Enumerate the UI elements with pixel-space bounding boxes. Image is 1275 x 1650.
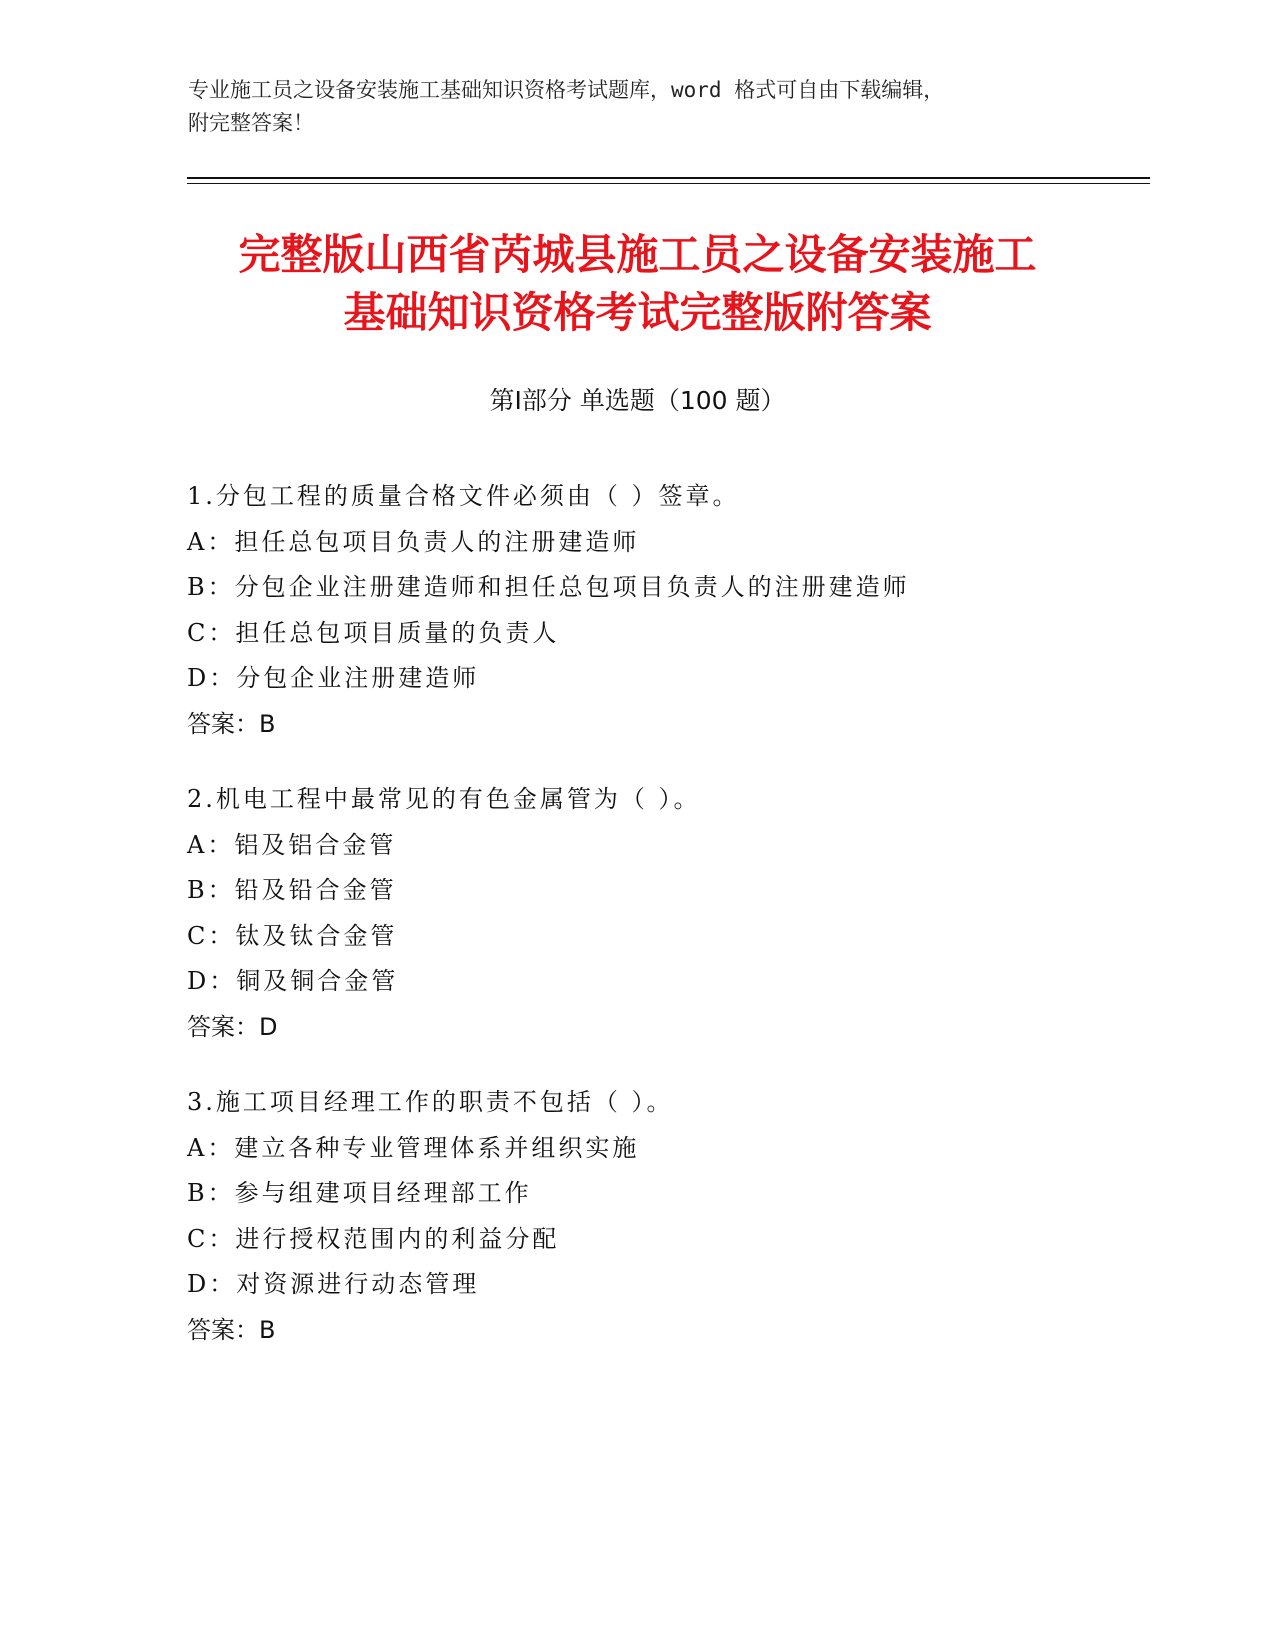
option-a: A：铝及铝合金管 xyxy=(187,830,397,859)
question-stem: 1.分包工程的质量合格文件必须由（ ）签章。 xyxy=(187,482,740,510)
option-a: A：建立各种专业管理体系并组织实施 xyxy=(187,1133,640,1162)
option-d: D：铜及铜合金管 xyxy=(187,967,399,995)
option-b: B：铅及铅合金管 xyxy=(187,876,397,904)
option-c: C：进行授权范围内的利益分配 xyxy=(187,1224,560,1253)
question-list xyxy=(187,474,1147,1383)
section-title: 第Ⅰ部分 单选题（100 题） xyxy=(489,386,786,415)
header-note-line-1: 专业施工员之设备安装施工基础知识资格考试题库，word 格式可自由下载编辑， xyxy=(188,78,945,102)
document-title xyxy=(150,226,1125,342)
answer: 答案：D xyxy=(187,1012,278,1041)
document-title-line-2: 基础知识资格考试完整版附答案 xyxy=(343,288,932,337)
answer: 答案：B xyxy=(187,1315,276,1344)
answer: 答案：B xyxy=(187,709,276,738)
option-c: C：担任总包项目质量的负责人 xyxy=(187,618,560,647)
question-1 xyxy=(187,474,1147,747)
question-3 xyxy=(187,1080,1147,1353)
header-note-line-2: 附完整答案！ xyxy=(188,111,314,135)
option-d: D：对资源进行动态管理 xyxy=(187,1270,480,1298)
question-stem: 2.机电工程中最常见的有色金属管为（ ）。 xyxy=(187,785,701,813)
header-divider-thick xyxy=(187,177,1150,179)
option-b: B：分包企业注册建造师和担任总包项目负责人的注册建造师 xyxy=(187,573,910,601)
header-note xyxy=(188,74,1088,140)
option-b: B：参与组建项目经理部工作 xyxy=(187,1179,532,1207)
question-stem: 3.施工项目经理工作的职责不包括（ ）。 xyxy=(187,1088,674,1116)
option-a: A：担任总包项目负责人的注册建造师 xyxy=(187,527,640,556)
option-d: D：分包企业注册建造师 xyxy=(187,664,480,692)
option-c: C：钛及钛合金管 xyxy=(187,921,398,950)
question-2 xyxy=(187,777,1147,1050)
document-title-line-1: 完整版山西省芮城县施工员之设备安装施工 xyxy=(238,230,1037,279)
header-divider-thin xyxy=(187,183,1150,184)
